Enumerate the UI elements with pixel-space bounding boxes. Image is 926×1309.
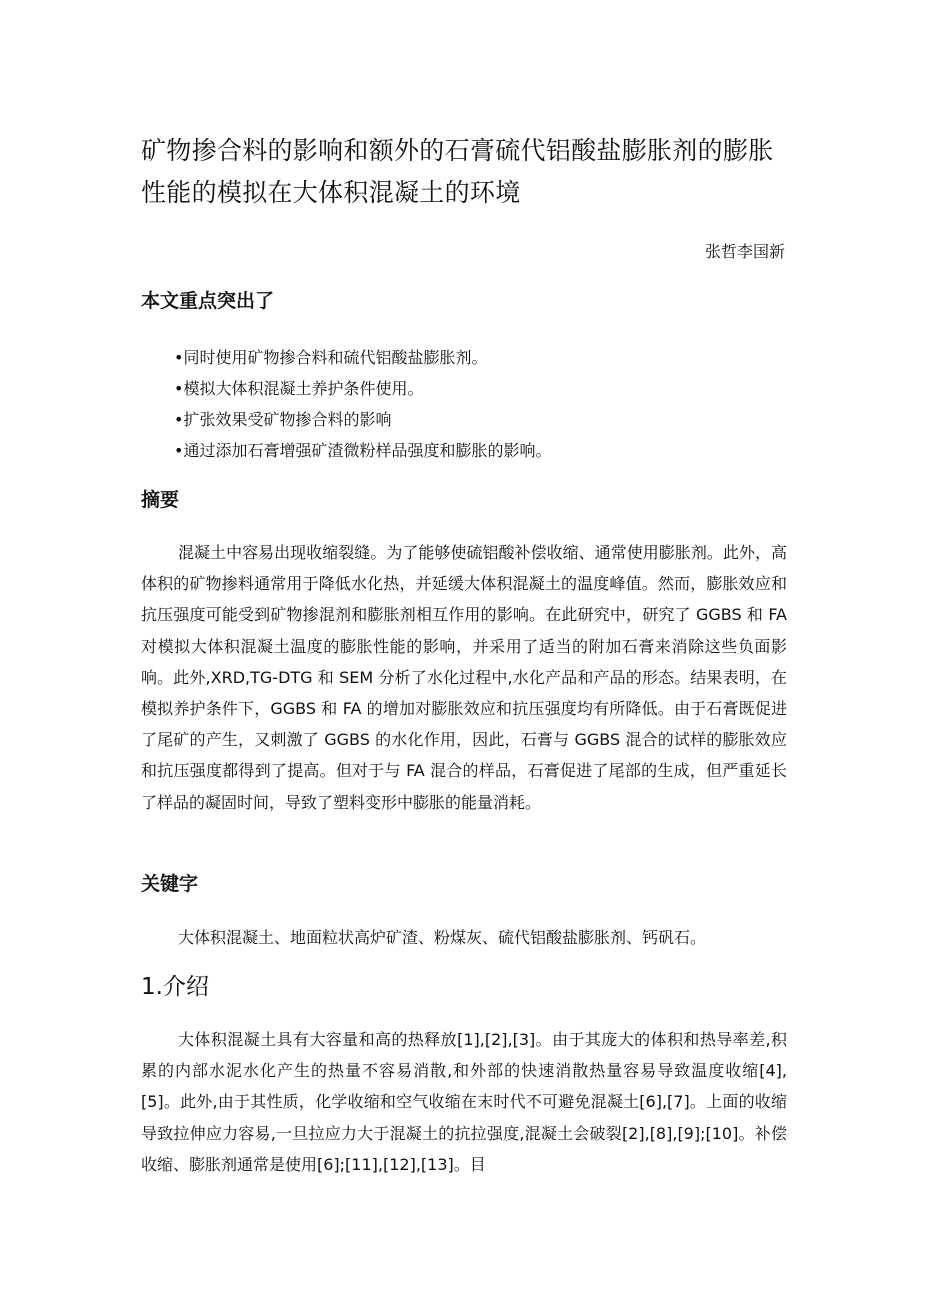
highlights-heading: 本文重点突出了 bbox=[141, 290, 275, 312]
document-title: 矿物掺合料的影响和额外的石膏硫代铝酸盐膨胀剂的膨胀性能的模拟在大体积混凝土的环境 bbox=[141, 136, 774, 207]
highlight-item: • 模拟大体积混凝土养护条件使用。 bbox=[174, 373, 551, 404]
keywords-body: 大体积混凝土、地面粒状高炉矿渣、粉煤灰、硫代铝酸盐膨胀剂、钙矾石。 bbox=[178, 928, 707, 947]
highlight-item: • 扩张效果受矿物掺合料的影响 bbox=[174, 404, 551, 435]
author-line: 张哲李国新 bbox=[704, 242, 785, 261]
introduction-body: 大体积混凝土具有大容量和高的热释放[1],[2],[3]。由于其庞大的体积和热导率差,积累的内部水泥水化产生的热量不容易消散,和外部的快速消散热量容易导致温度收缩[4],[5]。此外,由于其性质，化学收缩和空气收缩在末时代不可避免混凝土[6],[7]。上面的收缩导致拉伸应力容易,一旦拉应力大于混凝土的抗拉强度,混凝土会破裂[2],[8],[9];[10]。补偿收缩、膨胀剂通常是使用[6];[11],[12],[13]。目 bbox=[141, 1030, 787, 1174]
highlights-list bbox=[174, 342, 551, 466]
highlight-item: • 同时使用矿物掺合料和硫代铝酸盐膨胀剂。 bbox=[174, 342, 551, 373]
highlight-item: • 通过添加石膏增强矿渣微粉样品强度和膨胀的影响。 bbox=[174, 435, 551, 466]
abstract-body: 混凝土中容易出现收缩裂缝。为了能够使硫铝酸补偿收缩、通常使用膨胀剂。此外，高体积的矿物掺料通常用于降低水化热，并延缓大体积混凝土的温度峰值。然而，膨胀效应和抗压强度可能受到矿物掺混剂和膨胀剂相互作用的影响。在此研究中，研究了 GGBS 和 FA 对模拟大体积混凝土温度的膨胀性能的影响，并采用了适当的附加石膏来消除这些负面影响。此外,XRD,TG-DTG 和 SEM 分析了水化过程中,水化产品和产品的形态。结果表明，在模拟养护条件下，GGBS 和 FA 的增加对膨胀效应和抗压强度均有所降低。由于石膏既促进了尾矿的产生，又刺激了 GGBS 的水化作用，因此，石膏与 GGBS 混合的试样的膨胀效应和抗压强度都得到了提高。但对于与 FA 混合的样品，石膏促进了尾部的生成，但严重延长了样品的凝固时间，导致了塑料变形中膨胀的能量消耗。 bbox=[141, 543, 787, 812]
introduction-heading: 1.介绍 bbox=[141, 974, 209, 1000]
abstract-heading: 摘要 bbox=[141, 489, 180, 511]
keywords-heading: 关键字 bbox=[141, 873, 199, 895]
